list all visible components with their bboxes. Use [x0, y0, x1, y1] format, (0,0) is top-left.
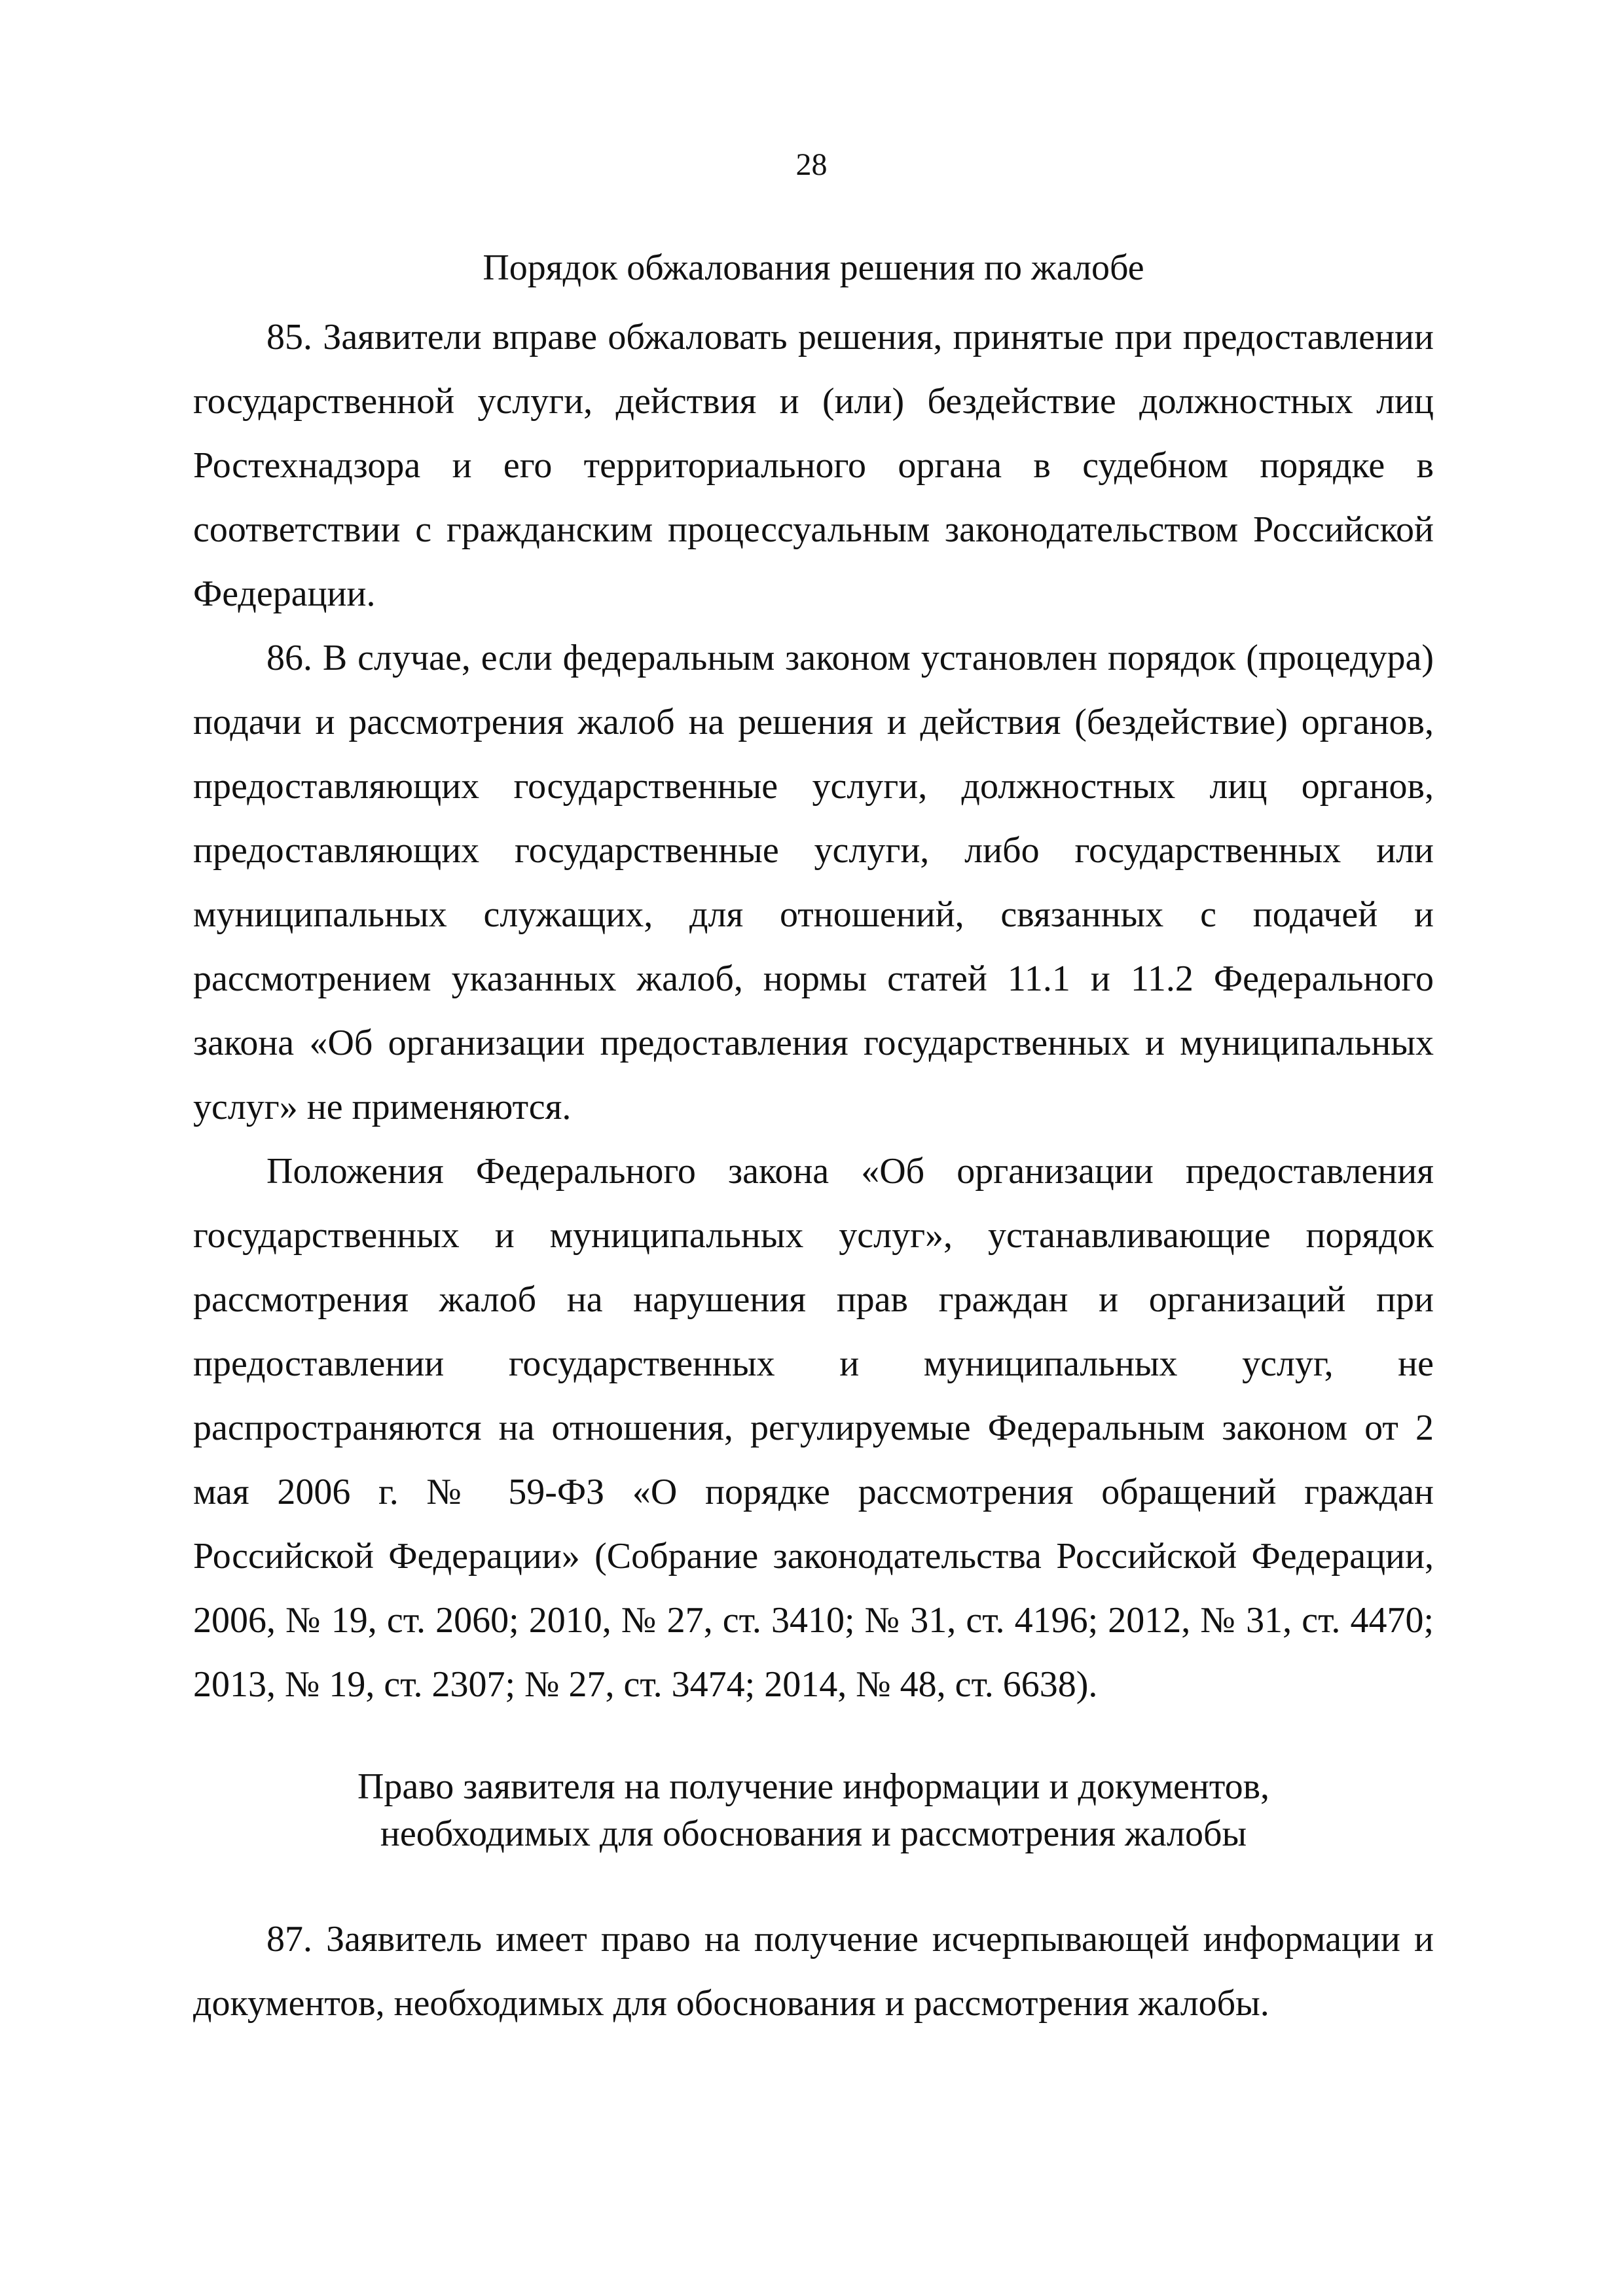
- paragraph-provisions: Положения Федерального закона «Об организации предоставления государственных и муниципальных услуг», устанавливающие порядок рассмотрения жалоб на нарушения прав граждан и организаций при предоставлении государственных и муниципальных услуг, не распространяются на отношения, регулируемые Федеральным законом от 2 мая 2006 г. № 59-ФЗ «О порядке рассмотрения обращений граждан Российской Федерации» (Собрание законодательства Российской Федерации, 2006, № 19, ст. 2060; 2010, № 27, ст. 3410; № 31, ст. 4196; 2012, № 31, ст. 4470; 2013, № 19, ст. 2307; № 27, ст. 3474; 2014, № 48, ст. 6638).: [193, 1151, 1434, 1705]
- page-number: 28: [795, 147, 828, 182]
- section-heading-line: необходимых для обоснования и рассмотрения жалобы: [380, 1813, 1247, 1854]
- paragraph-87: 87. Заявитель имеет право на получение исчерпывающей информации и документов, необходимых для обоснования и рассмотрения жалобы.: [193, 1919, 1434, 2024]
- section-applicant-right: [193, 1763, 1434, 2035]
- section-heading-line: Право заявителя на получение информации и документов,: [357, 1766, 1270, 1807]
- paragraph-85: 85. Заявители вправе обжаловать решения, принятые при предоставлении государственной услуги, действия и (или) бездействие должностных лиц Ростехнадзора и его территориального органа в судебном порядке в соответствии с гражданским процессуальным законодательством Российской Федерации.: [193, 317, 1434, 614]
- section-complaint-appeal: [193, 236, 1434, 1717]
- section-heading: Порядок обжалования решения по жалобе: [483, 247, 1144, 288]
- section-heading: [193, 1763, 1434, 1857]
- paragraph-86: 86. В случае, если федеральным законом установлен порядок (процедура) подачи и рассмотрения жалоб на решения и действия (бездействие) органов, предоставляющих государственные услуги, должностных лиц органов, предоставляющих государственные услуги, либо государственных или муниципальных служащих, для отношений, связанных с подачей и рассмотрением указанных жалоб, нормы статей 11.1 и 11.2 Федерального закона «Об организации предоставления государственных и муниципальных услуг» не применяются.: [193, 638, 1434, 1127]
